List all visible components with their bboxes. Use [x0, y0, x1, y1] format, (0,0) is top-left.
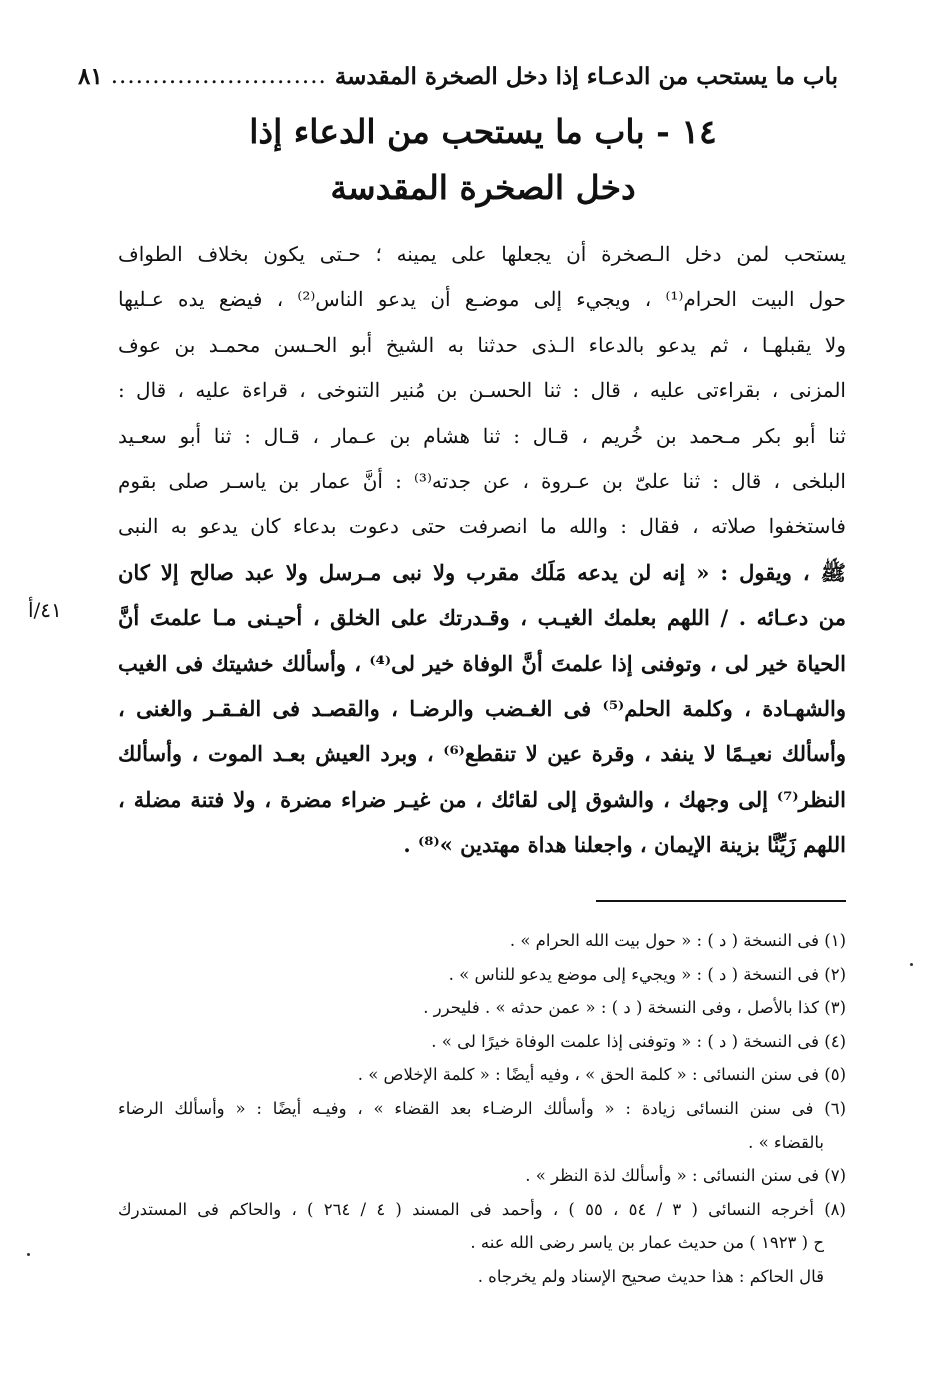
- text-line-hadith: الحياة خير لى ، وتوفنى إذا علمتَ أنَّ الوفاة خير لى⁽⁴⁾ ، وأسألك خشيتك فى الغيب: [118, 650, 846, 676]
- footnote-continuation: قال الحاكم : هذا حديث صحيح الإسناد ولم يخرجاه .: [477, 1266, 824, 1286]
- footnote-continuation: بالقضاء » .: [748, 1132, 824, 1152]
- scan-speck: [910, 963, 913, 966]
- footnote: (٤) فى النسخة ( د ) : « وتوفنى إذا علمت الوفاة خيرًا لى » .: [431, 1031, 846, 1051]
- leader-dots: ..........................: [110, 63, 327, 89]
- text-line: البلخى ، قال : ثنا علىّ بن عـروة ، عن جدته⁽³⁾ : أنَّ عمار بن ياسـر صلى بقوم: [118, 468, 846, 493]
- footnote: (٢) فى النسخة ( د ) : « ويجيء إلى موضع يدعو للناس » .: [448, 964, 846, 984]
- footnote: (٨) أخرجه النسائى ( ٣ / ٥٤ ، ٥٥ ) ، وأحمد فى المسند ( ٤ / ٢٦٤ ) ، والحاكم فى المستدرك: [118, 1199, 846, 1219]
- text-line-hadith: النظر⁽⁷⁾ إلى وجهك ، والشوق إلى لقائك ، من غيـر ضراء مضرة ، ولا فتنة مضلة ،: [118, 786, 846, 812]
- text-line-hadith: والشهـادة ، وكلمة الحلم⁽⁵⁾ فى الغـضب والرضـا ، والقصـد فى الفـقـر والغنى ،: [118, 695, 846, 721]
- page-number: ٨١: [78, 62, 103, 90]
- scan-speck: [27, 1253, 30, 1256]
- text-line: ولا يقبلهـا ، ثم يدعو بالدعاء الـذى حدثنا به الشيخ أبو الحـسن محمـد بن عوف: [118, 332, 846, 357]
- text-line: يستحب لمن دخل الـصخرة أن يجعلها على يمينه ؛ حـتى يكون بخلاف الطواف: [118, 242, 846, 266]
- manuscript-folio-note: ٤١/أ: [28, 598, 62, 622]
- footnote-separator: [596, 900, 846, 902]
- text-line-hadith: من دعـائه . / اللهم بعلمك الغيـب ، وقـدرتك على الخلق ، أحيـنى مـا علمتَ أنَّ: [118, 605, 846, 631]
- text-line-hadith: وأسألك نعيـمًا لا ينفد ، وقرة عين لا تنقطع⁽⁶⁾ ، وبرد العيش بعـد الموت ، وأسألك: [118, 741, 846, 767]
- running-header: [78, 56, 838, 96]
- text-line: المزنى ، بقراءتى عليه ، قال : ثنا الحسـن بن مُنير التنوخى ، قراءة عليه ، قال :: [118, 378, 846, 403]
- footnotes: [118, 924, 846, 1294]
- text-line-hadith: اللهم زَيِّنَّا بزينة الإيمان ، واجعلنا هداة مهتدين »⁽⁸⁾ .: [403, 832, 846, 858]
- main-text: [118, 232, 846, 867]
- footnote-continuation: ح ( ١٩٢٣ ) من حديث عمار بن ياسر رضى الله عنه .: [470, 1233, 824, 1253]
- footnote: (٣) كذا بالأصل ، وفى النسخة ( د ) : « عمن حدثه » . فليحرر .: [423, 998, 846, 1018]
- text-line: ثنا أبو بكر مـحمد بن خُريم ، قـال : ثنا هشام بن عـمار ، قـال : ثنا أبو سعـيد: [118, 423, 846, 448]
- footnote: (٧) فى سنن النسائى : « وأسألك لذة النظر » .: [525, 1166, 846, 1186]
- footnote: (١) فى النسخة ( د ) : « حول بيت الله الحرام » .: [509, 931, 846, 950]
- footnote: (٥) فى سنن النسائى : « كلمة الحق » ، وفيه أيضًا : « كلمة الإخلاص » .: [357, 1065, 846, 1085]
- text-line: فاستخفوا صلاته ، فقال : والله ما انصرفت حتى دعوت بدعاء كان يدعو به النبى: [118, 514, 846, 539]
- text-line: حول البيت الحرام⁽¹⁾ ، ويجيء إلى موضـع أن يدعو الناس⁽²⁾ ، فيضع يده عـليها: [118, 287, 846, 312]
- running-title: باب ما يستحب من الدعـاء إذا دخل الصخرة المقدسة: [334, 62, 838, 90]
- chapter-title-line-2: دخل الصخرة المقدسة: [330, 168, 636, 207]
- text-line-hadith: ﷺ ، ويقول : « إنه لن يدعه مَلَك مقرب ولا نبى مـرسل ولا عبد صالح إلا كان: [118, 559, 846, 585]
- chapter-title-line-1: ١٤ - باب ما يستحب من الدعاء إذا: [249, 112, 717, 151]
- footnote: (٦) فى سنن النسائى زيادة : « وأسألك الرضـاء بعد القضاء » ، وفيـه أيضًا : « وأسألك الرضاء: [118, 1098, 846, 1118]
